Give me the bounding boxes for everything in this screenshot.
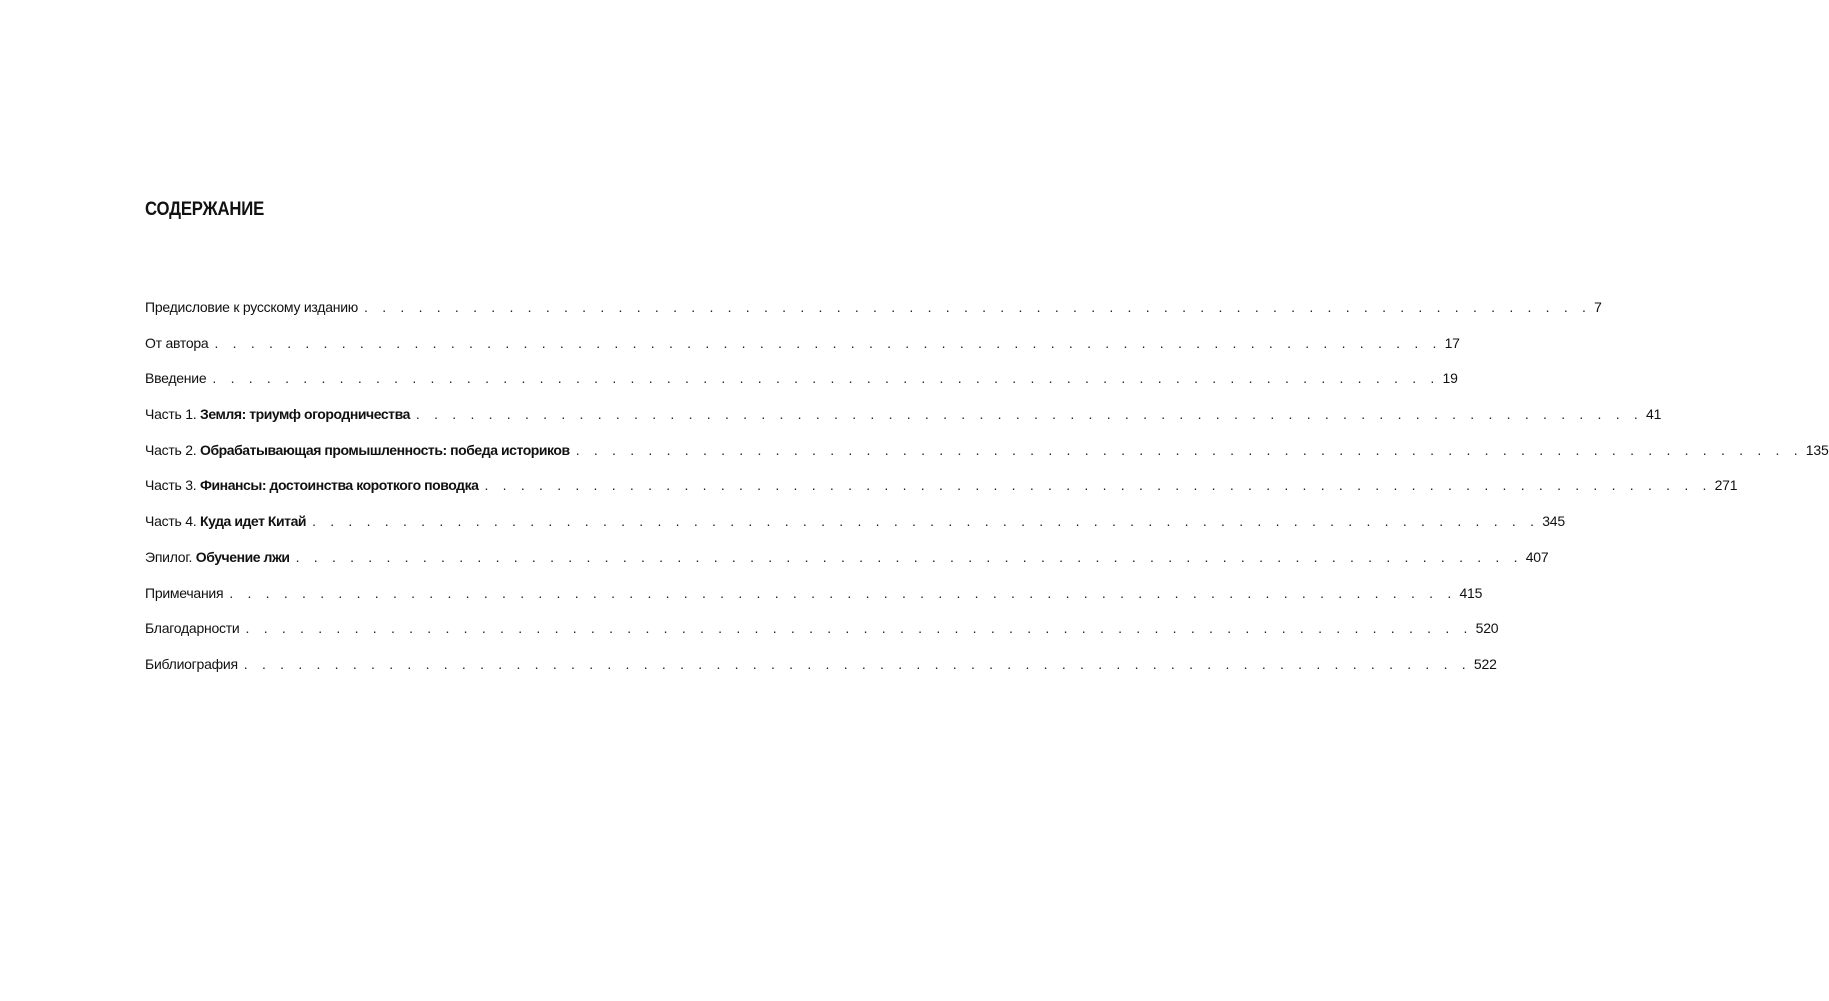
toc-page-number: 407 [1525, 548, 1549, 565]
toc-entry-title: Обрабатывающая промышленность: победа историков [200, 441, 570, 458]
toc-entry-prefix: Часть 3. [145, 477, 201, 494]
toc-entry-prefix: Предисловие к русскому изданию [145, 299, 359, 315]
toc-page-number: 135 [1805, 441, 1829, 458]
toc-entry-label [145, 369, 206, 387]
dot-leader: . . . . . . . . . . . . . . . . . . . . . . . . . . . . . . . . . . . . . . . . . . . . . . . . . . . . . . . . . . . . . . . . . . . . [245, 620, 1473, 637]
toc-entry-part-1[interactable] [145, 405, 1662, 441]
dot-leader: . . . . . . . . . . . . . . . . . . . . . . . . . . . . . . . . . . . . . . . . . . . . . . . . . . . . . . . . . . . . . . . . . . . . [312, 513, 1540, 530]
toc-page-number: 520 [1475, 620, 1499, 637]
toc-entry-label [145, 441, 570, 459]
toc-entry-label [145, 298, 358, 316]
dot-leader: . . . . . . . . . . . . . . . . . . . . . . . . . . . . . . . . . . . . . . . . . . . . . . . . . . . . . . . . . . . . . . . . . . . . [212, 370, 1440, 387]
toc-entry-label [145, 405, 410, 423]
toc-entry-label [145, 512, 306, 530]
toc-entry-label [145, 584, 223, 602]
toc-entry-part-4[interactable] [145, 512, 1565, 548]
toc-entry-part-2[interactable] [145, 441, 1829, 477]
toc-entry-prefix: Библиография [145, 655, 238, 672]
toc-entry-title: Земля: триумф огородничества [200, 406, 410, 423]
toc-entry-introduction[interactable] [145, 369, 1458, 405]
toc-entry-preface[interactable] [145, 298, 1602, 334]
toc-page-number: 271 [1714, 477, 1738, 494]
toc-entry-part-3[interactable] [145, 476, 1738, 512]
toc-entry-prefix: Введение [145, 370, 207, 387]
toc-page-number: 522 [1473, 655, 1497, 672]
toc-page-number: 7 [1594, 299, 1602, 315]
toc-page-number: 41 [1646, 406, 1662, 423]
dot-leader: . . . . . . . . . . . . . . . . . . . . . . . . . . . . . . . . . . . . . . . . . . . . . . . . . . . . . . . . . . . . . . . . . . . . [243, 655, 1471, 672]
dot-leader: . . . . . . . . . . . . . . . . . . . . . . . . . . . . . . . . . . . . . . . . . . . . . . . . . . . . . . . . . . . . . . . . . . . . [214, 334, 1442, 351]
toc-entry-prefix: Примечания [145, 584, 224, 601]
toc-entry-prefix: От автора [145, 334, 209, 351]
toc-entry-prefix: Часть 4. [145, 513, 201, 530]
dot-leader: . . . . . . . . . . . . . . . . . . . . . . . . . . . . . . . . . . . . . . . . . . . . . . . . . . . . . . . . . . . . . . . . . . . . [229, 584, 1457, 601]
toc-entry-prefix: Часть 1. [145, 406, 201, 423]
toc-entry-epilogue[interactable] [145, 548, 1549, 584]
dot-leader: . . . . . . . . . . . . . . . . . . . . . . . . . . . . . . . . . . . . . . . . . . . . . . . . . . . . . . . . . . . . . . . . . . . . [364, 299, 1592, 315]
toc-entry-title: Финансы: достоинства короткого поводка [200, 477, 479, 494]
toc-entry-label [145, 619, 240, 637]
toc-entry-label [145, 476, 478, 494]
toc-entry-from-author[interactable] [145, 334, 1460, 370]
toc-entry-title: Куда идет Китай [200, 513, 307, 530]
toc-page-number: 415 [1459, 584, 1483, 601]
toc-entry-title: Обучение лжи [195, 548, 290, 565]
toc-page-number: 19 [1442, 370, 1458, 387]
toc-entry-acknowledgements[interactable] [145, 619, 1499, 655]
toc-entry-bibliography[interactable] [145, 655, 1497, 691]
table-of-contents [145, 298, 1829, 691]
page-title: СОДЕРЖАНИЕ [145, 199, 265, 220]
toc-entry-label [145, 548, 290, 566]
dot-leader: . . . . . . . . . . . . . . . . . . . . . . . . . . . . . . . . . . . . . . . . . . . . . . . . . . . . . . . . . . . . . . . . . . . . [484, 477, 1712, 494]
toc-entry-prefix: Благодарности [145, 620, 240, 637]
toc-page-number: 345 [1542, 513, 1565, 530]
toc-page-number: 17 [1444, 334, 1460, 351]
toc-entry-prefix: Эпилог. [145, 548, 196, 565]
dot-leader: . . . . . . . . . . . . . . . . . . . . . . . . . . . . . . . . . . . . . . . . . . . . . . . . . . . . . . . . . . . . . . . . . . . . [295, 548, 1523, 565]
toc-entry-label [145, 655, 238, 673]
toc-entry-label [145, 334, 208, 352]
toc-entry-notes[interactable] [145, 584, 1483, 620]
toc-entry-prefix: Часть 2. [145, 441, 201, 458]
dot-leader: . . . . . . . . . . . . . . . . . . . . . . . . . . . . . . . . . . . . . . . . . . . . . . . . . . . . . . . . . . . . . . . . . . . . [575, 441, 1803, 458]
dot-leader: . . . . . . . . . . . . . . . . . . . . . . . . . . . . . . . . . . . . . . . . . . . . . . . . . . . . . . . . . . . . . . . . . . . . [415, 406, 1644, 423]
